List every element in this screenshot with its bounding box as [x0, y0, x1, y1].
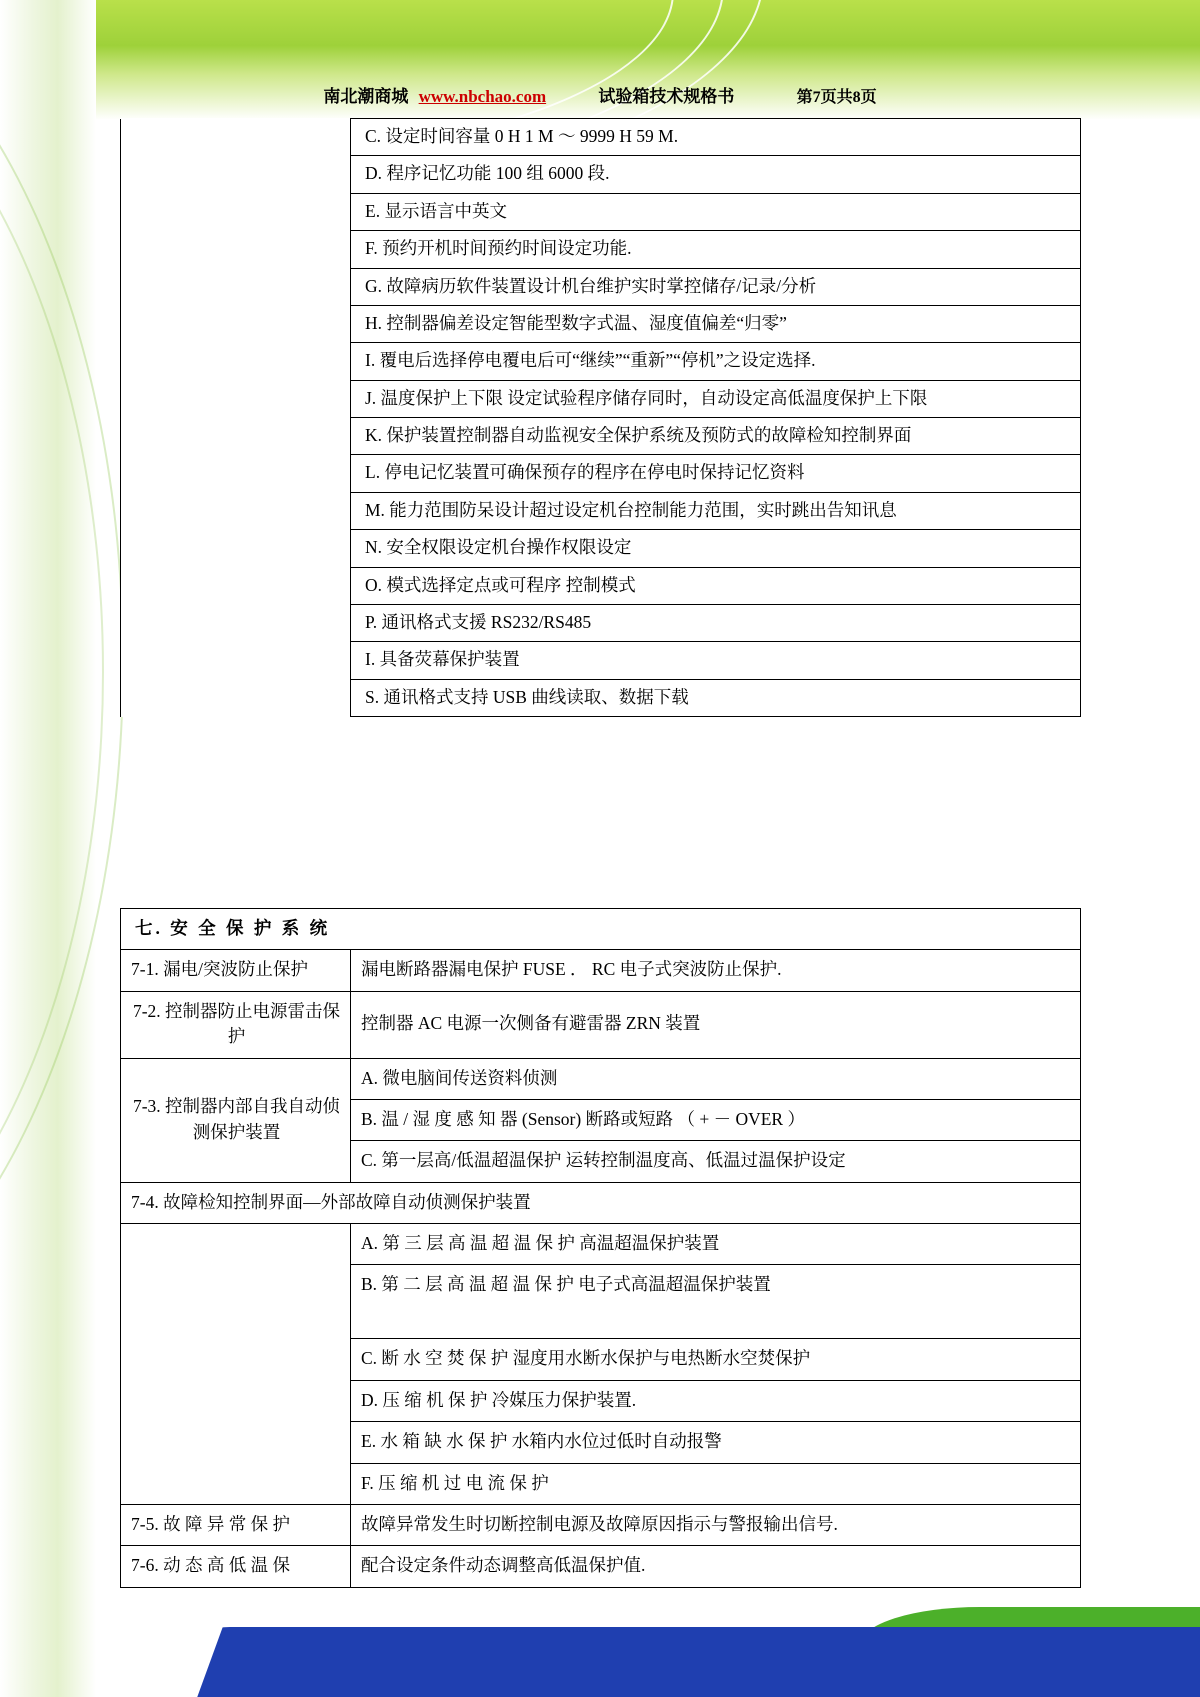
- table-row: [121, 119, 1081, 156]
- table2-left-spacer-cell: [121, 1224, 351, 1505]
- row-header-7-4: 7-4. 故障检知控制界面—外部故障自动侦测保护装置: [121, 1182, 1081, 1223]
- row-label-7-5: 7-5. 故 障 异 常 保 护: [121, 1504, 351, 1545]
- row-label-7-1: 7-1. 漏电/突波防止保护: [121, 950, 351, 991]
- table-row: [121, 1182, 1081, 1223]
- row-value-7-6: 配合设定条件动态调整高低温保护值.: [351, 1546, 1081, 1587]
- header-page-number: 第7页共8页: [796, 89, 877, 106]
- spec-item: K. 保护装置控制器自动监视安全保护系统及预防式的故障检知控制界面: [351, 418, 1081, 455]
- spec-item: F. 预约开机时间预约时间设定功能.: [351, 231, 1081, 268]
- row-value-7-3-c: C. 第一层高/低温超温保护 运转控制温度高、低温过温保护设定: [351, 1141, 1081, 1182]
- row-value-7-4-d: D. 压 缩 机 保 护 冷媒压力保护装置.: [351, 1380, 1081, 1421]
- table1-left-spacer-cell: [121, 119, 351, 717]
- spec-item: G. 故障病历软件装置设计机台维护实时掌控储存/记录/分析: [351, 268, 1081, 305]
- table-row: [121, 950, 1081, 991]
- row-label-7-3: 7-3. 控制器内部自我自动侦测保护装置: [121, 1058, 351, 1182]
- spec-item: E. 显示语言中英文: [351, 193, 1081, 230]
- left-edge-decoration: [0, 0, 130, 1697]
- row-value-7-4-c: C. 断 水 空 焚 保 护 湿度用水断水保护与电热断水空焚保护: [351, 1339, 1081, 1380]
- spec-item: L. 停电记忆装置可确保预存的程序在停电时保持记忆资料: [351, 455, 1081, 492]
- table-row: [121, 1546, 1081, 1587]
- row-value-7-3-a: A. 微电脑间传送资料侦测: [351, 1058, 1081, 1099]
- section-title-blank: [351, 909, 1081, 950]
- spec-item: H. 控制器偏差设定智能型数字式温、湿度值偏差“归零”: [351, 305, 1081, 342]
- spec-item: N. 安全权限设定机台操作权限设定: [351, 530, 1081, 567]
- row-value-7-4-e: E. 水 箱 缺 水 保 护 水箱内水位过低时自动报警: [351, 1422, 1081, 1463]
- spec-item: I. 具备荧幕保护装置: [351, 642, 1081, 679]
- header-site-url[interactable]: www.nbchao.com: [418, 87, 547, 106]
- spec-continuation-table: [120, 118, 1081, 717]
- spec-item: I. 覆电后选择停电覆电后可“继续”“重新”“停机”之设定选择.: [351, 343, 1081, 380]
- row-value-7-5: 故障异常发生时切断控制电源及故障原因指示与警报输出信号.: [351, 1504, 1081, 1545]
- table-row: [121, 991, 1081, 1058]
- header-doc-title: 试验箱技术规格书: [598, 87, 735, 106]
- header-site-name: 南北潮商城: [323, 87, 409, 106]
- spec-item: S. 通讯格式支持 USB 曲线读取、数据下载: [351, 679, 1081, 716]
- table-row: [121, 1504, 1081, 1545]
- row-value-7-4-b: B. 第 二 层 高 温 超 温 保 护 电子式高温超温保护装置: [351, 1265, 1081, 1339]
- spec-item: C. 设定时间容量 0 H 1 M ～ 9999 H 59 M.: [351, 119, 1081, 156]
- row-value-7-3-b: B. 温 / 湿 度 感 知 器 (Sensor) 断路或短路 （ + － OVER ）: [351, 1099, 1081, 1140]
- table-row: [121, 1058, 1081, 1099]
- row-value-7-2: 控制器 AC 电源一次侧备有避雷器 ZRN 装置: [351, 991, 1081, 1058]
- spec-item: D. 程序记忆功能 100 组 6000 段.: [351, 156, 1081, 193]
- row-label-7-6: 7-6. 动 态 高 低 温 保: [121, 1546, 351, 1587]
- page-header: [0, 82, 1200, 107]
- spec-item: P. 通讯格式支援 RS232/RS485: [351, 604, 1081, 641]
- spec-item: O. 模式选择定点或可程序 控制模式: [351, 567, 1081, 604]
- row-value-7-4-f: F. 压 缩 机 过 电 流 保 护: [351, 1463, 1081, 1504]
- row-value-7-4-a: A. 第 三 层 高 温 超 温 保 护 高温超温保护装置: [351, 1224, 1081, 1265]
- table-row: [121, 909, 1081, 950]
- safety-protection-table: [120, 908, 1081, 1588]
- row-value-7-1: 漏电断路器漏电保护 FUSE ． RC 电子式突波防止保护.: [351, 950, 1081, 991]
- section-title: 七. 安 全 保 护 系 统: [121, 909, 351, 950]
- spec-item: J. 温度保护上下限 设定试验程序储存同时，自动设定高低温度保护上下限: [351, 380, 1081, 417]
- row-label-7-2: 7-2. 控制器防止电源雷击保护: [121, 991, 351, 1058]
- table-row: [121, 1224, 1081, 1265]
- spec-item: M. 能力范围防呆设计超过设定机台控制能力范围，实时跳出告知讯息: [351, 492, 1081, 529]
